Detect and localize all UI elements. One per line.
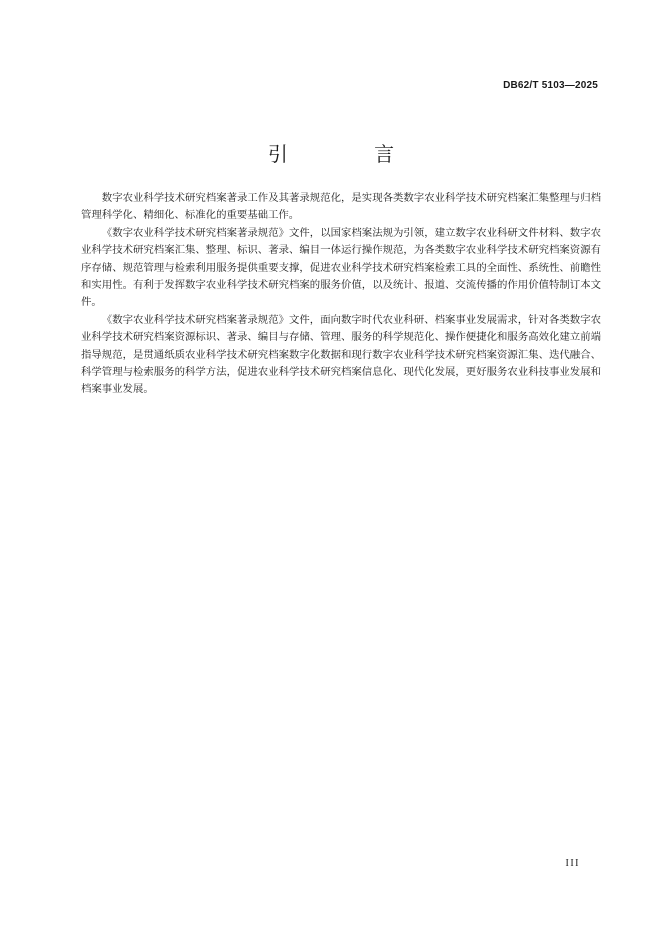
- page-number: III: [565, 858, 580, 869]
- page-title: 引 言: [267, 142, 435, 166]
- paragraph-2: 《数字农业科学技术研究档案著录规范》文件，以国家档案法规为引领，建立数字农业科研文件材料、数字农业科学技术研究档案汇集、整理、标识、著录、编目一体运行操作规范，为各类数字农业科学技术研究档案资源有序存储、规范管理与检索利用服务提供重要支撑，促进农业科学技术研究档案检索工具的全面性、系统性、前瞻性和实用性。有利于发挥数字农业科学技术研究档案的服务价值，以及统计、报道、交流传播的作用价值特制订本文件。: [81, 226, 601, 309]
- paragraph-1: 数字农业科学技术研究档案著录工作及其著录规范化，是实现各类数字农业科学技术研究档案汇集整理与归档管理科学化、精细化、标准化的重要基础工作。: [81, 192, 601, 222]
- document-code: DB62/T 5103—2025: [503, 80, 598, 91]
- body-text: [81, 190, 601, 399]
- paragraph-3: 《数字农业科学技术研究档案著录规范》文件，面向数字时代农业科研、档案事业发展需求，针对各类数字农业科学技术研究档案资源标识、著录、编目与存储、管理、服务的科学规范化、操作便捷化和服务高效化建立前端指导规范，是贯通纸质农业科学技术研究档案数字化数据和现行数字农业科学技术研究档案资源汇集、迭代融合、科学管理与检索服务的科学方法，促进农业科学技术研究档案信息化、现代化发展，更好服务农业科技事业发展和档案事业发展。: [81, 313, 601, 396]
